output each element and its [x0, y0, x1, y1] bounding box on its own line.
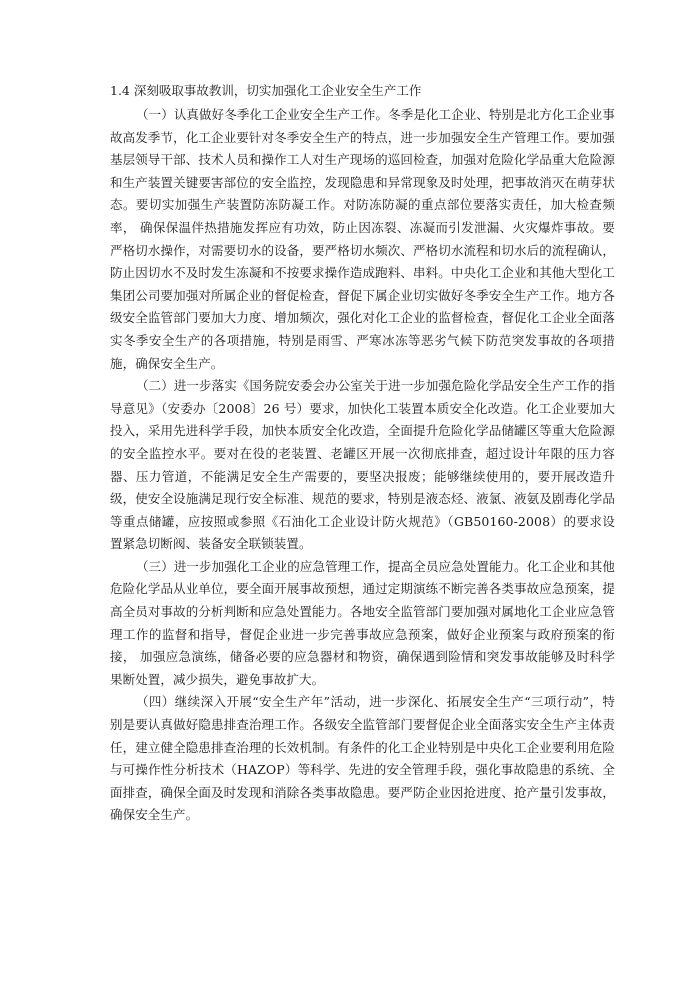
paragraph-winter-safety: （一）认真做好冬季化工企业安全生产工作。冬季是化工企业、特别是北方化工企业事故高发季节，化工企业要针对冬季安全生产的特点，进一步加强安全生产管理工作。要加强基层领导干部、技术人员和操作工人对生产现场的巡回检查，加强对危险化学品重大危险源和生产装置关键要害部位的安全监控，发现隐患和异常现象及时处理，把事故消灭在萌芽状态。要切实加强生产装置防冻防凝工作。对防冻防凝的重点部位要落实责任，加大检查频率， 确保保温伴热措施发挥应有功效，防止因冻裂、冻凝而引发泄漏、火灾爆炸事故。要严格切水操作，对需要切水的设备，要严格切水频次、严格切水流程和切水后的流程确认，防止因切水不及时发生冻凝和不按要求操作造成跑料、串料。中央化工企业和其他大型化工集团公司要加强对所属企业的督促检查，督促下属企业切实做好冬季安全生产工作。地方各级安全监管部门要加大力度、增加频次，强化对化工企业的监督检查，督促化工企业全面落实冬季安全生产的各项措施，特别是雨雪、严寒冰冻等恶劣气候下防范突发事故的各项措施，确保安全生产。: [110, 107, 615, 371]
paragraph-hazard-investigation: （四）继续深入开展“安全生产年”活动，进一步深化、拓展安全生产“三项行动”，特别是要认真做好隐患排查治理工作。各级安全监管部门要督促企业全面落实安全生产主体责任，建立健全隐患排查治理的长效机制。有条件的化工企业特别是中央化工企业要利用危险与可操作性分析技术（HAZOP）等科学、先进的安全管理手段，强化事故隐患的系统、全面排查，确保全面及时发现和消除各类事故隐患。要严防企业因抢进度、抢产量引发事故， 确保安全生产。: [110, 694, 615, 823]
paragraph-emergency-management: （三）进一步加强化工企业的应急管理工作，提高全员应急处置能力。化工企业和其他危险化学品从业单位，要全面开展事故预想，通过定期演练不断完善各类事故应急预案，提高全员对事故的分析判断和应急处置能力。各地安全监管部门要加强对属地化工企业应急管理工作的监督和指导，督促企业进一步完善事故应急预案，做好企业预案与政府预案的衔接， 加强应急演练，储备必要的应急器材和物资，确保遇到险情和突发事故能够及时科学果断处置，减少损失，避免事故扩大。: [110, 558, 615, 687]
section-heading: 1.4 深刻吸取事故教训，切实加强化工企业安全生产工作: [110, 83, 422, 98]
paragraph-intrinsic-safety: （二）进一步落实《国务院安委会办公室关于进一步加强危险化学品安全生产工作的指导意见》（安委办〔2008〕26 号）要求，加快化工装置本质安全化改造。化工企业要加大投入，采用先进科学手段，加快本质安全化改造，全面提升危险化学品储罐区等重大危险源的安全监控水平。要对在役的老装置、老罐区开展一次彻底排查，超过设计年限的压力容器、压力管道，不能满足安全生产需要的，要坚决报废；能够继续使用的，要开展改造升级，使安全设施满足现行安全标准、规范的要求，特别是液态烃、液氯、液氨及剧毒化学品等重点储罐，应按照或参照《石油化工企业设计防火规范》（GB50160-2008）的要求设置紧急切断阀、装备安全联锁装置。: [110, 378, 615, 552]
document-page: [110, 80, 615, 827]
